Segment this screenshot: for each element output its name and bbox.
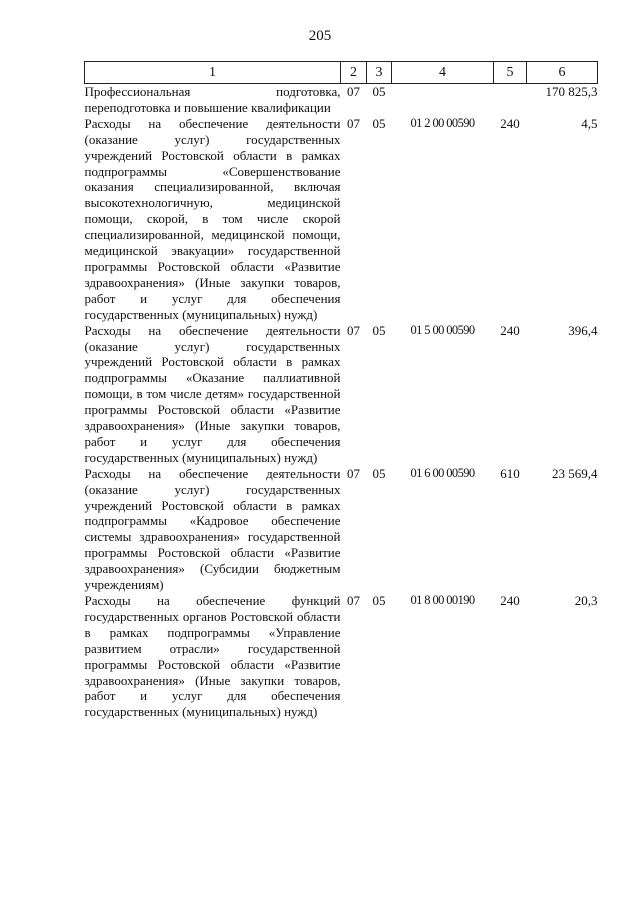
- row-description: Расходы на обеспечение деятельности (оказание услуг) государственных учреждений Ростовской области в рамках подпрограммы «Оказание паллиативной помощи, в том числе детям» государственной программы Ростовской области «Развитие здравоохранения» (Иные закупки товаров, работ и услуг для обеспечения государственных (муниципальных) нужд): [84, 322, 341, 465]
- table-row: [85, 323, 598, 466]
- header-col-1: 1: [85, 62, 341, 84]
- row-expense-type-code: 610: [500, 465, 520, 481]
- row-section-code: 07: [347, 115, 360, 131]
- row-subsection-code: 05: [372, 84, 386, 99]
- row-expense-type-code: 240: [500, 593, 520, 608]
- header-col-4: 4: [392, 62, 494, 84]
- row-subsection-code: 05: [372, 115, 386, 131]
- row-expense-type-code: 240: [500, 115, 520, 131]
- row-description: Расходы на обеспечение функций государственных органов Ростовской области в рамках подпрограммы «Управление развитием отрасли» государственной программы Ростовской области «Развитие здравоохранения» (Иные закупки товаров, работ и услуг для обеспечения государственных (муниципальных) нужд): [84, 593, 341, 720]
- table-row: [85, 116, 598, 323]
- row-section-code: 07: [347, 593, 360, 608]
- row-expense-type-code: 240: [500, 322, 520, 338]
- row-subsection-code: 05: [372, 322, 386, 338]
- row-description: Профессиональная подготовка, переподготовка и повышение квалификации: [84, 84, 341, 115]
- row-expense-type-code: [494, 84, 527, 116]
- header-col-2: 2: [341, 62, 367, 84]
- row-description: Расходы на обеспечение деятельности (оказание услуг) государственных учреждений Ростовской области в рамках подпрограммы «Кадровое обеспечение системы здравоохранения» государственной программы Ростовской области «Развитие здравоохранения» (Субсидии бюджетным учреждениям): [84, 465, 341, 593]
- row-target-article-code: 01 6 00 00590: [410, 465, 475, 480]
- table-row: [85, 466, 598, 593]
- page-number: 205: [308, 28, 332, 44]
- table-row: [85, 84, 598, 116]
- table-row: [85, 593, 598, 720]
- header-row: [85, 62, 598, 84]
- row-amount: 23 569,4: [552, 465, 598, 481]
- row-section-code: 07: [347, 322, 360, 338]
- budget-table: [84, 61, 598, 720]
- row-subsection-code: 05: [372, 465, 386, 481]
- row-amount: 20,3: [574, 593, 598, 608]
- row-description: Расходы на обеспечение деятельности (оказание услуг) государственных учреждений Ростовской области в рамках подпрограммы «Совершенствование оказания специализированной, включая высокотехнологичную, медицинской помощи, скорой, в том числе скорой специализированной, медицинской помощи, медицинской эвакуации» государственной программы Ростовской области «Развитие здравоохранения» (Иные закупки товаров, работ и услуг для обеспечения государственных (муниципальных) нужд): [84, 115, 341, 322]
- row-amount: 4,5: [581, 115, 598, 131]
- row-amount: 396,4: [568, 322, 598, 338]
- row-section-code: 07: [347, 84, 360, 99]
- row-section-code: 07: [347, 465, 360, 481]
- header-col-6: 6: [527, 62, 598, 84]
- row-target-article-code: 01 5 00 00590: [410, 322, 475, 337]
- row-target-article-code: 01 8 00 00190: [410, 593, 475, 607]
- row-amount: 170 825,3: [545, 84, 598, 99]
- header-col-5: 5: [494, 62, 527, 84]
- row-target-article-code: [392, 84, 494, 116]
- row-subsection-code: 05: [372, 593, 386, 608]
- header-col-3: 3: [367, 62, 392, 84]
- row-target-article-code: 01 2 00 00590: [410, 115, 475, 130]
